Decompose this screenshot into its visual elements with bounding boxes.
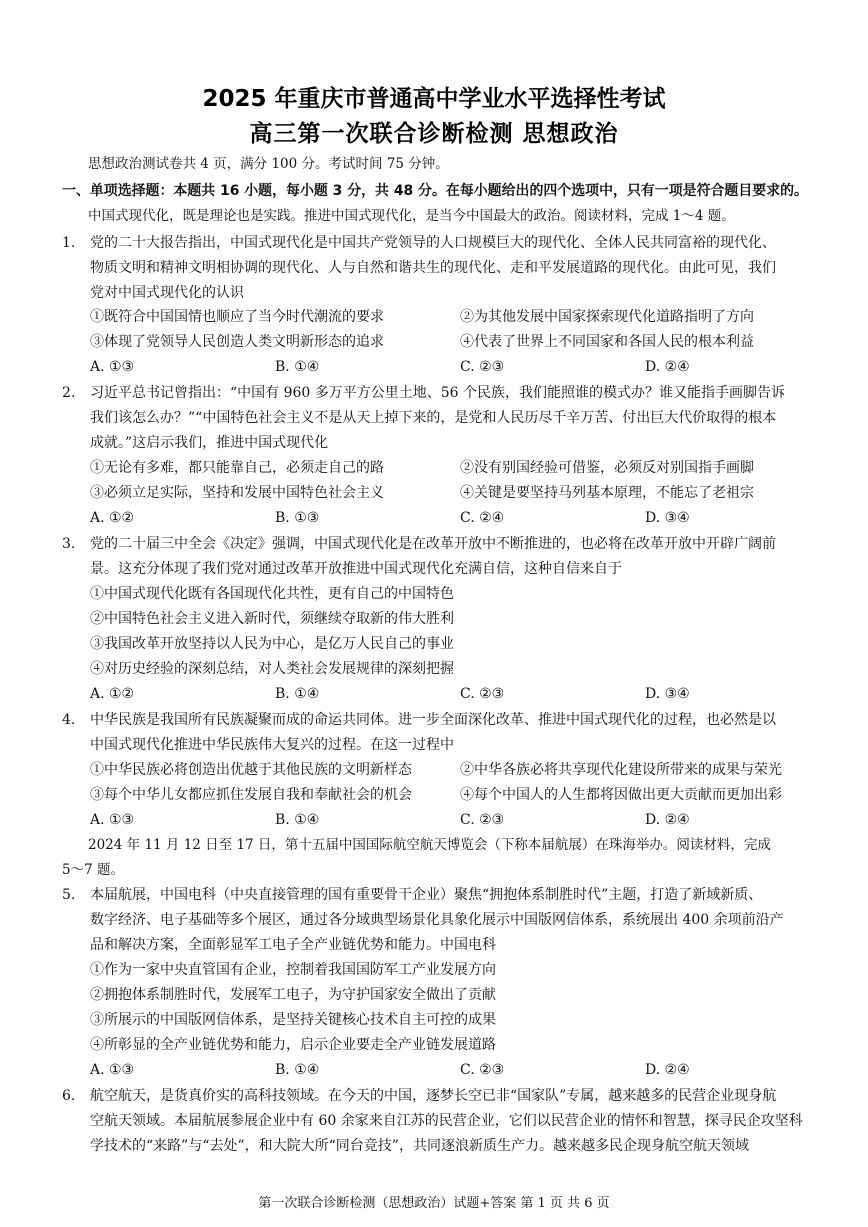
option-d[interactable]: D. ③④ [645, 510, 690, 526]
option-a[interactable]: A. ①③ [90, 359, 135, 375]
option-c[interactable]: C. ②③ [460, 686, 505, 702]
question-text: 空航天领域。本届航展参展企业中有 60 余家来自江苏的民营企业，它们以民营企业的情怀和智慧，探寻民企攻坚科 [90, 1113, 803, 1129]
question-text: 党的二十届三中全会《决定》强调，中国式现代化是在改革开放中不断推进的，也必将在改革开放中开辟广阔前 [90, 536, 776, 552]
question-text: 党的二十大报告指出，中国式现代化是中国共产党领导的人口规模巨大的现代化、全体人民共同富裕的现代化、 [90, 235, 776, 251]
statement-1: ①无论有多难，都只能靠自己，必须走自己的路 [90, 460, 384, 476]
statement-3: ③所展示的中国版网信体系，是坚持关键核心技术自主可控的成果 [90, 1012, 496, 1028]
question-text: 品和解决方案，全面彰显军工电子全产业链优势和能力。中国电科 [90, 937, 496, 953]
statement-4: ④关键是要坚持马列基本原理，不能忘了老祖宗 [460, 485, 754, 501]
option-b[interactable]: B. ①④ [275, 359, 320, 375]
question-text: 物质文明和精神文明相协调的现代化、人与自然和谐共生的现代化、走和平发展道路的现代化。由此可见，我们 [90, 260, 776, 276]
option-c[interactable]: C. ②③ [460, 1062, 505, 1078]
question-text: 中华民族是我国所有民族凝聚而成的命运共同体。进一步全面深化改革、推进中国式现代化的过程，也必然是以 [90, 712, 776, 728]
question-text: 本届航展，中国电科（中央直接管理的国有重要骨干企业）聚焦“拥抱体系制胜时代”主题，打造了新域新质、 [90, 887, 763, 903]
statement-2: ②中国特色社会主义进入新时代，须继续夺取新的伟大胜利 [90, 611, 454, 627]
question-number: 5. [62, 887, 76, 903]
question-text: 数字经济、电子基础等多个展区，通过各分域典型场景化具象化展示中国版网信体系，系统展出 400 余项前沿产 [90, 912, 784, 928]
statement-2: ②中华各族必将共享现代化建设所带来的成果与荣光 [460, 762, 782, 778]
statement-2: ②为其他发展中国家探索现代化道路指明了方向 [460, 309, 754, 325]
option-b[interactable]: B. ①④ [275, 1062, 320, 1078]
question-text: 学技术的“来路”与“去处”，和大院大所“同台竞技”，共同逐浪新质生产力。越来越多民企现身航空航天领域 [90, 1138, 749, 1154]
question-text: 景。这充分体现了我们党对通过改革开放推进中国式现代化充满自信，这种自信来自于 [90, 561, 622, 577]
question-text: 党对中国式现代化的认识 [90, 285, 244, 301]
question-text: 航空航天，是货真价实的高科技领域。在今天的中国，逐梦长空已非“国家队”专属，越来越多的民营企业现身航 [90, 1088, 777, 1104]
section-heading: 一、单项选择题：本题共 16 小题，每小题 3 分，共 48 分。在每小题给出的四个选项中，只有一项是符合题目要求的。 [62, 183, 808, 199]
question-number: 4. [62, 712, 76, 728]
question-text: 成就。”这启示我们，推进中国式现代化 [90, 435, 329, 451]
statement-4: ④每个中国人的人生都将因做出更大贡献而更加出彩 [460, 787, 782, 803]
option-b[interactable]: B. ①④ [275, 812, 320, 828]
option-c[interactable]: C. ②③ [460, 812, 505, 828]
option-b[interactable]: B. ①③ [275, 510, 320, 526]
question-text: 中国式现代化推进中华民族伟大复兴的过程。在这一过程中 [90, 737, 454, 753]
statement-2: ②没有别国经验可借鉴，必须反对别国指手画脚 [460, 460, 754, 476]
material-intro-2: 5～7 题。 [62, 862, 124, 878]
page-footer: 第一次联合诊断检测（思想政治）试题+答案 第 1 页 共 6 页 [258, 1196, 610, 1211]
option-a[interactable]: A. ①③ [90, 1062, 135, 1078]
material-intro-2: 2024 年 11 月 12 日至 17 日，第十五届中国国际航空航天博览会（下称本届航展）在珠海举办。阅读材料，完成 [88, 837, 771, 853]
option-d[interactable]: D. ②④ [645, 359, 690, 375]
statement-1: ①作为一家中央直管国有企业，控制着我国国防军工产业发展方向 [90, 962, 496, 978]
option-d[interactable]: D. ②④ [645, 1062, 690, 1078]
statement-2: ②拥抱体系制胜时代，发展军工电子，为守护国家安全做出了贡献 [90, 987, 496, 1003]
question-number: 3. [62, 536, 76, 552]
exam-note: 思想政治测试卷共 4 页，满分 100 分。考试时间 75 分钟。 [88, 156, 449, 172]
option-d[interactable]: D. ②④ [645, 812, 690, 828]
question-text: 习近平总书记曾指出：“中国有 960 多万平方公里土地、56 个民族，我们能照谁的模式办？谁又能指手画脚告诉 [90, 385, 786, 401]
statement-3: ③我国改革开放坚持以人民为中心，是亿万人民自己的事业 [90, 636, 454, 652]
exam-title: 2025 年重庆市普通高中学业水平选择性考试 [202, 86, 666, 112]
material-intro-1: 中国式现代化，既是理论也是实践。推进中国式现代化，是当今中国最大的政治。阅读材料，完成 1～4 题。 [88, 208, 735, 224]
option-b[interactable]: B. ①④ [275, 686, 320, 702]
option-c[interactable]: C. ②④ [460, 510, 505, 526]
statement-4: ④所彰显的全产业链优势和能力，启示企业要走全产业链发展道路 [90, 1037, 496, 1053]
statement-1: ①既符合中国国情也顺应了当今时代潮流的要求 [90, 309, 384, 325]
statement-4: ④代表了世界上不同国家和各国人民的根本利益 [460, 334, 754, 350]
option-d[interactable]: D. ③④ [645, 686, 690, 702]
question-number: 6. [62, 1088, 76, 1104]
statement-3: ③体现了党领导人民创造人类文明新形态的追求 [90, 334, 384, 350]
option-c[interactable]: C. ②③ [460, 359, 505, 375]
statement-3: ③每个中华儿女都应抓住发展自我和奉献社会的机会 [90, 787, 412, 803]
statement-1: ①中华民族必将创造出优越于其他民族的文明新样态 [90, 762, 412, 778]
question-number: 2. [62, 385, 76, 401]
question-text: 我们该怎么办？”“中国特色社会主义不是从天上掉下来的，是党和人民历尽千辛万苦、付出巨大代价取得的根本 [90, 410, 777, 426]
statement-4: ④对历史经验的深刻总结，对人类社会发展规律的深刻把握 [90, 661, 454, 677]
statement-1: ①中国式现代化既有各国现代化共性，更有自己的中国特色 [90, 586, 454, 602]
exam-subtitle: 高三第一次联合诊断检测 思想政治 [249, 121, 619, 147]
question-number: 1. [62, 235, 76, 251]
option-a[interactable]: A. ①② [90, 510, 135, 526]
statement-3: ③必须立足实际，坚持和发展中国特色社会主义 [90, 485, 384, 501]
option-a[interactable]: A. ①② [90, 686, 135, 702]
option-a[interactable]: A. ①③ [90, 812, 135, 828]
